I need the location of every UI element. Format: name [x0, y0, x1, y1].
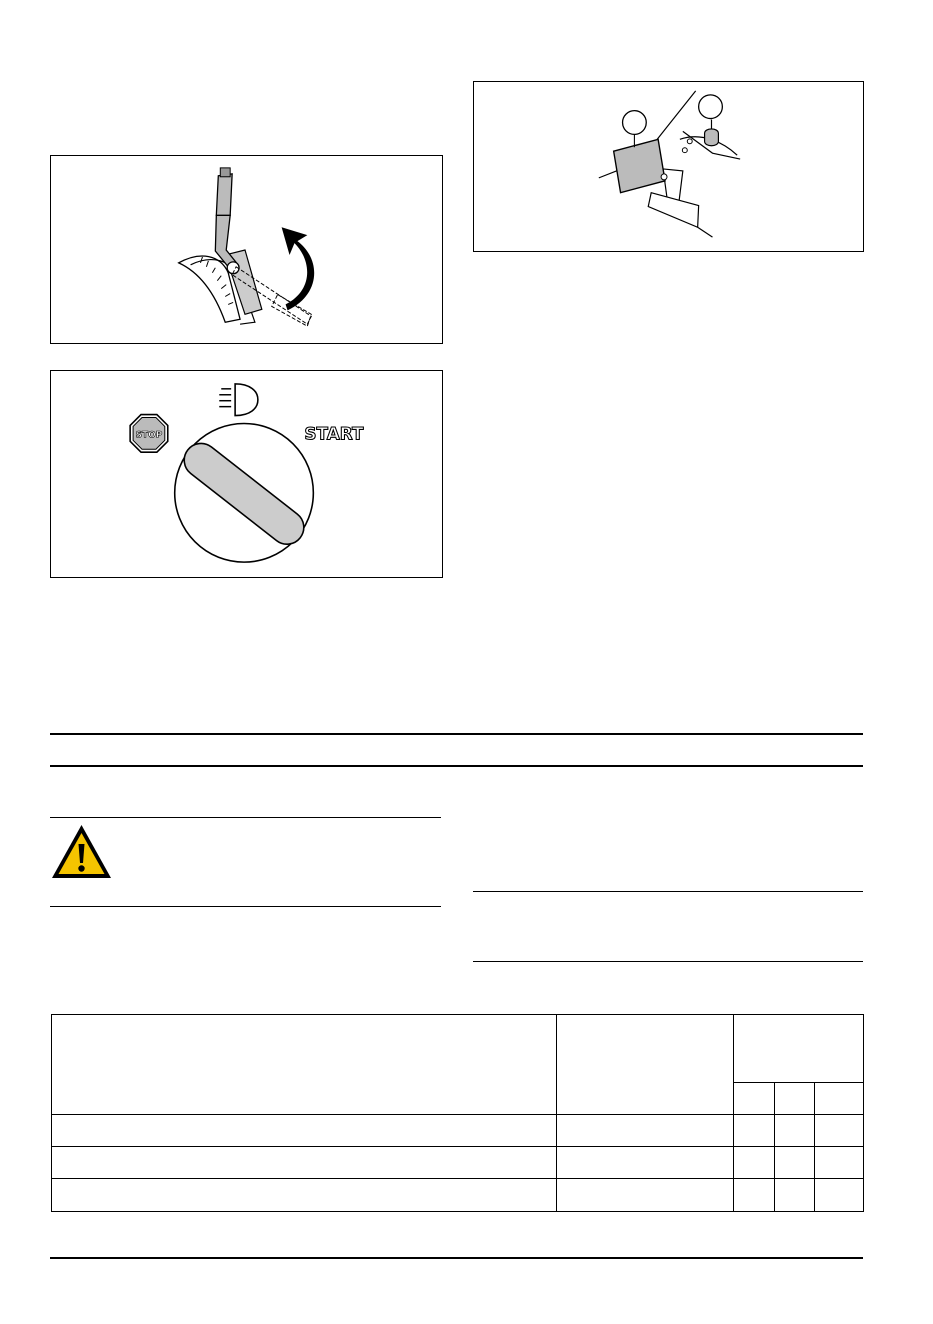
table-cell: [734, 1179, 775, 1212]
ignition-switch-figure: [50, 370, 443, 578]
table-row: [52, 1115, 864, 1147]
header-cell-interval: [557, 1015, 734, 1115]
note-rule-bottom: [473, 961, 863, 962]
section-rule-header: [50, 765, 863, 767]
table-cell: [52, 1115, 557, 1147]
table-cell: [775, 1115, 815, 1147]
warning-rule-bottom: [50, 906, 441, 907]
table-cell: [557, 1179, 734, 1212]
headlight-icon: [219, 384, 258, 416]
table-cell: [557, 1115, 734, 1147]
header-cell-group: [734, 1015, 864, 1083]
table-header-row: [52, 1015, 864, 1083]
pedal-illustration: [474, 82, 863, 251]
subheader-cell: [775, 1083, 815, 1115]
stop-label: STOP: [135, 430, 163, 441]
header-cell-task: [52, 1015, 557, 1115]
table-row: [52, 1179, 864, 1212]
subheader-cell: [734, 1083, 775, 1115]
table-cell: [557, 1147, 734, 1179]
section-rule-top: [50, 733, 863, 735]
ignition-illustration: [51, 371, 442, 577]
warning-icon: [50, 823, 113, 880]
table-cell: [52, 1179, 557, 1212]
table-cell: [775, 1179, 815, 1212]
start-label: START: [304, 423, 364, 444]
maintenance-table: [51, 1014, 864, 1212]
lever-illustration: [51, 156, 442, 343]
pedal-figure: [473, 81, 864, 252]
warning-rule-top: [50, 817, 441, 818]
note-rule-top: [473, 891, 863, 892]
table-cell: [815, 1115, 864, 1147]
table-row: [52, 1147, 864, 1179]
table-cell: [734, 1115, 775, 1147]
subheader-cell: [815, 1083, 864, 1115]
table-cell: [734, 1147, 775, 1179]
table-cell: [815, 1147, 864, 1179]
footer-rule: [50, 1257, 863, 1259]
table-cell: [52, 1147, 557, 1179]
table-cell: [775, 1147, 815, 1179]
table-cell: [815, 1179, 864, 1212]
lever-figure: [50, 155, 443, 344]
